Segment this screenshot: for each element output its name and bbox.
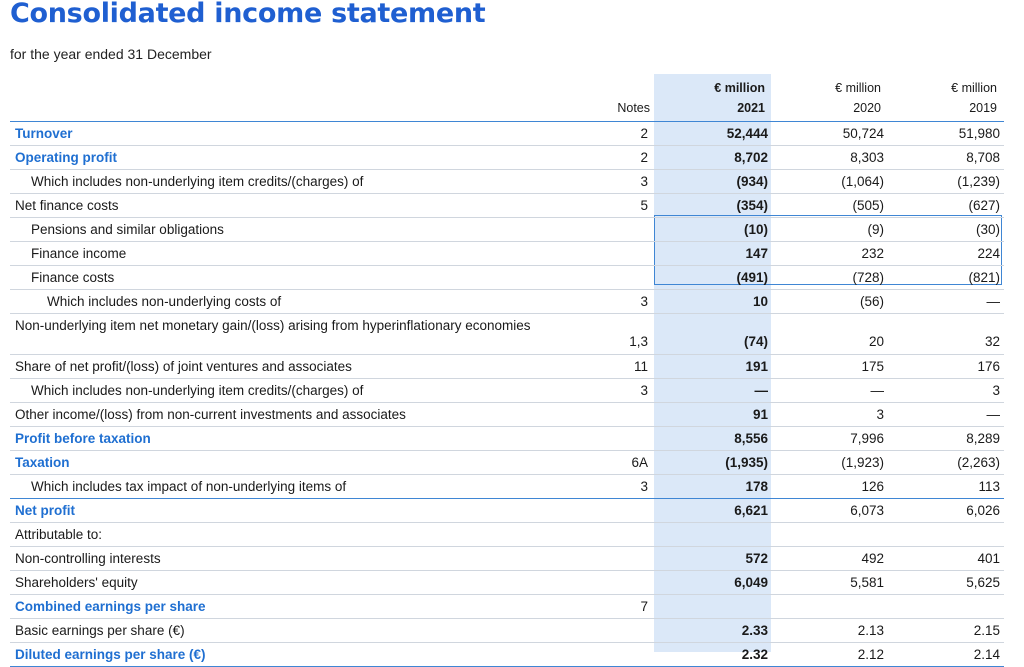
value-2019: 2.14 (973, 647, 1000, 662)
value-2021: 2.33 (741, 623, 768, 638)
value-2020: (728) (852, 270, 884, 285)
row-label: Net finance costs (15, 198, 119, 213)
value-2019: (1,239) (957, 174, 1000, 189)
table-row (10, 523, 1004, 547)
value-2021: — (754, 383, 768, 398)
header-notes: Notes (617, 101, 650, 115)
header-year-2021: 2021 (737, 101, 765, 115)
table-row (10, 451, 1004, 475)
table-row (10, 146, 1004, 170)
table-row (10, 218, 1004, 242)
row-label: Share of net profit/(loss) of joint ventures and associates (15, 359, 352, 374)
value-2020: 126 (861, 479, 884, 494)
value-2021: (934) (736, 174, 768, 189)
value-2020: 5,581 (850, 575, 884, 590)
page-title: Consolidated income statement (10, 0, 486, 29)
row-notes: 1,3 (629, 334, 648, 349)
value-2021: 191 (745, 359, 768, 374)
table-row (10, 242, 1004, 266)
value-2020: (1,923) (841, 455, 884, 470)
row-notes: 5 (640, 198, 648, 213)
row-label: Which includes non-underlying item credits/(charges) of (31, 174, 364, 189)
row-label: Diluted earnings per share (€) (15, 647, 206, 662)
value-2021: 572 (745, 551, 768, 566)
row-label: Taxation (15, 455, 70, 470)
row-label: Attributable to: (15, 527, 103, 542)
row-label: Finance costs (31, 270, 115, 285)
row-label: Net profit (15, 503, 75, 518)
value-2020: 6,073 (850, 503, 884, 518)
row-notes: 2 (640, 126, 648, 141)
row-label: Which includes non-underlying item credits/(charges) of (31, 383, 364, 398)
table-row (10, 170, 1004, 194)
row-label: Other income/(loss) from non-current investments and associates (15, 407, 406, 422)
value-2021: (354) (736, 198, 768, 213)
value-2021: 8,556 (734, 431, 768, 446)
value-2021: 147 (745, 246, 768, 261)
row-label: Combined earnings per share (15, 599, 206, 614)
table-row (10, 619, 1004, 643)
row-label: Non-underlying item net monetary gain/(loss) arising from hyperinflationary economies (15, 318, 531, 333)
table-row (10, 547, 1004, 571)
value-2020: 7,996 (850, 431, 884, 446)
table-row (10, 643, 1004, 667)
row-label: Which includes tax impact of non-underlying items of (31, 479, 347, 494)
value-2021: 6,621 (734, 503, 768, 518)
value-2021: 10 (752, 294, 768, 309)
value-2020: 232 (861, 246, 884, 261)
value-2020: (56) (859, 294, 884, 309)
value-2019: 8,708 (966, 150, 1000, 165)
row-notes: 2 (640, 150, 648, 165)
row-notes: 11 (633, 359, 648, 374)
value-2020: 175 (861, 359, 884, 374)
row-label: Turnover (15, 126, 73, 141)
table-row (10, 355, 1004, 379)
value-2019: — (986, 407, 1000, 422)
value-2019: 3 (992, 383, 1000, 398)
page-subtitle: for the year ended 31 December (10, 46, 212, 62)
row-label: Profit before taxation (15, 431, 151, 446)
row-label: Operating profit (15, 150, 117, 165)
table-row (10, 379, 1004, 403)
header-unit-2021: € million (714, 81, 765, 95)
value-2019: 51,980 (958, 126, 1000, 141)
row-notes: 3 (640, 174, 648, 189)
header-unit-2020: € million (835, 81, 881, 95)
value-2019: 176 (977, 359, 1000, 374)
value-2019: 2.15 (973, 623, 1000, 638)
value-2019: 5,625 (966, 575, 1000, 590)
row-notes: 7 (640, 599, 648, 614)
value-2019: (627) (968, 198, 1000, 213)
value-2021: 6,049 (734, 575, 768, 590)
value-2021: 8,702 (734, 150, 768, 165)
table-row (10, 122, 1004, 146)
value-2020: 8,303 (850, 150, 884, 165)
row-notes: 3 (640, 479, 648, 494)
header-unit-2019: € million (951, 81, 997, 95)
table-row (10, 427, 1004, 451)
table-row (10, 571, 1004, 595)
value-2021: (10) (743, 222, 768, 237)
table-row (10, 266, 1004, 290)
row-notes: 6A (631, 455, 648, 470)
header-year-2020: 2020 (853, 101, 881, 115)
value-2021: (1,935) (725, 455, 768, 470)
value-2021: 178 (745, 479, 768, 494)
value-2019: 32 (984, 334, 1000, 349)
value-2020: 2.13 (857, 623, 884, 638)
value-2021: 91 (752, 407, 768, 422)
value-2020: — (870, 383, 884, 398)
value-2020: (9) (867, 222, 884, 237)
value-2020: (1,064) (841, 174, 884, 189)
value-2020: 3 (876, 407, 884, 422)
table-row (10, 475, 1004, 499)
header-year-2019: 2019 (969, 101, 997, 115)
value-2019: (2,263) (957, 455, 1000, 470)
row-label: Finance income (31, 246, 127, 261)
value-2021: (74) (743, 334, 768, 349)
table-row (10, 290, 1004, 314)
value-2019: 8,289 (966, 431, 1000, 446)
value-2019: 401 (977, 551, 1000, 566)
value-2020: 20 (868, 334, 884, 349)
value-2019: — (986, 294, 1000, 309)
row-label: Basic earnings per share (€) (15, 623, 185, 638)
row-label: Pensions and similar obligations (31, 222, 224, 237)
value-2020: (505) (852, 198, 884, 213)
row-label: Which includes non-underlying costs of (47, 294, 282, 309)
table-row (10, 403, 1004, 427)
value-2021: (491) (736, 270, 768, 285)
value-2020: 50,724 (842, 126, 884, 141)
value-2020: 2.12 (857, 647, 884, 662)
table-row (10, 499, 1004, 523)
table-row (10, 194, 1004, 218)
value-2019: (821) (968, 270, 1000, 285)
value-2021: 52,444 (726, 126, 768, 141)
row-notes: 3 (640, 383, 648, 398)
table-row (10, 595, 1004, 619)
value-2021: 2.32 (741, 647, 768, 662)
row-label: Shareholders' equity (15, 575, 138, 590)
value-2019: 224 (977, 246, 1000, 261)
income-table (10, 122, 1004, 667)
value-2020: 492 (861, 551, 884, 566)
value-2019: 6,026 (966, 503, 1000, 518)
value-2019: 113 (978, 479, 1000, 494)
table-row (10, 314, 1004, 355)
row-notes: 3 (640, 294, 648, 309)
value-2019: (30) (975, 222, 1000, 237)
row-label: Non-controlling interests (15, 551, 161, 566)
